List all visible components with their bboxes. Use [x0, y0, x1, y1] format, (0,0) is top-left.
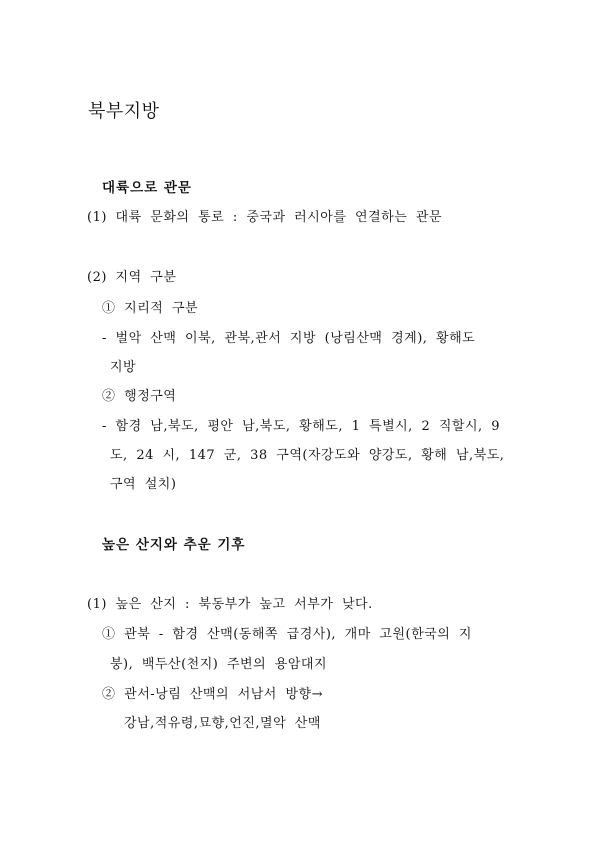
- subheading-geographic-division: ① 지리적 구분: [102, 301, 199, 316]
- paragraph-geographic-division: - 벌악 산맥 이북, 관북,관서 지방 (낭림산맥 경계), 황해도: [102, 331, 476, 346]
- paragraph-gwanseo: ② 관서-낭림 산맥의 서남서 방향→: [102, 687, 324, 702]
- section-heading-mountains-climate: 높은 산지와 추운 기후: [102, 537, 246, 553]
- paragraph-cultural-passage: (1) 대륙 문화의 통로 : 중국과 러시아를 연결하는 관문: [87, 210, 443, 225]
- subheading-administrative-division: ② 행정구역: [102, 389, 177, 404]
- paragraph-administrative-division-end: 구역 설치): [110, 477, 177, 492]
- paragraph-administrative-division-cont: 도, 24 시, 147 군, 38 구역(자강도와 양강도, 황해 남,북도,: [110, 448, 505, 463]
- paragraph-high-mountains: (1) 높은 산지 : 북동부가 높고 서부가 낮다.: [87, 597, 373, 612]
- paragraph-geographic-division-cont: 지방: [110, 360, 137, 375]
- paragraph-administrative-division: - 함경 남,북도, 평안 남,북도, 황해도, 1 특별시, 2 직할시, 9: [102, 419, 501, 434]
- section-heading-continental-gateway: 대륙으로 관문: [102, 180, 192, 196]
- paragraph-gwanbuk: ① 관북 - 함경 산맥(동해쪽 급경사), 개마 고원(한국의 지: [102, 627, 472, 642]
- paragraph-gwanseo-ranges: 강남,적유령,묘향,언진,멸악 산맥: [124, 716, 321, 731]
- paragraph-region-division: (2) 지역 구분: [87, 270, 177, 285]
- page-title: 북부지방: [88, 101, 160, 122]
- paragraph-gwanbuk-cont: 붕), 백두산(천지) 주변의 용암대지: [110, 657, 327, 672]
